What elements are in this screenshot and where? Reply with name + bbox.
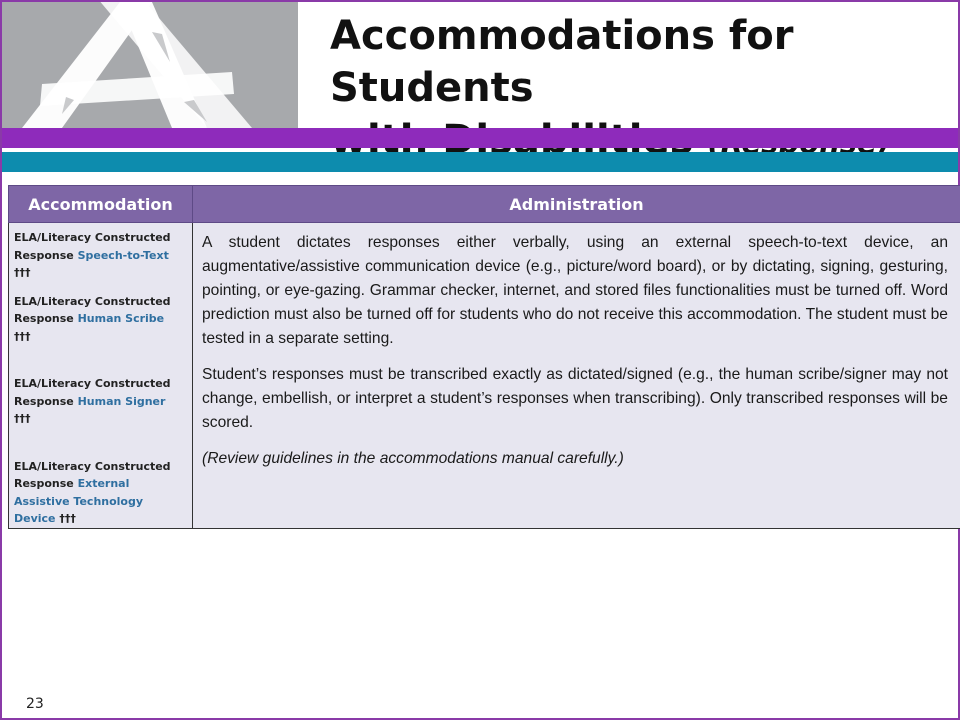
header-accommodation: Accommodation <box>9 186 193 223</box>
administration-paragraph-2: Student’s responses must be transcribed exactly as dictated/signed (e.g., the human scribe/signer may not change, embellish, or interpret a student’s responses when transcribing). Only transcribed responses will be scored. <box>202 366 948 431</box>
accommodation-mark: ††† <box>14 412 31 425</box>
title-line1: Accommodations for Students <box>330 13 794 111</box>
accommodation-name: Human Signer <box>77 394 166 408</box>
table-header-row <box>9 186 960 223</box>
table-row <box>9 223 960 529</box>
accommodation-cell <box>9 223 193 529</box>
accommodation-mark: ††† <box>14 329 31 343</box>
accommodation-name: Human Scribe <box>77 312 165 325</box>
logo-panel <box>2 2 298 128</box>
accommodation-item-human-scribe: ELA/Literacy Constructed Response Human Scribe ††† <box>14 294 171 343</box>
accommodation-mark: ††† <box>14 266 31 279</box>
administration-note: (Review guidelines in the accommodations manual carefully.) <box>202 450 624 467</box>
accommodation-name: Speech-to-Text <box>77 248 169 262</box>
teal-band <box>2 152 958 172</box>
accommodation-item-external-assistive-technology: ELA/Literacy Constructed Response External Assistive Technology Device ††† <box>14 459 171 525</box>
purple-band <box>2 128 958 148</box>
accommodation-item-human-signer: ELA/Literacy Constructed Response Human Signer ††† <box>14 377 171 425</box>
accommodation-item-speech-to-text: ELA/Literacy Constructed Response Speech-to-Text ††† <box>14 231 171 279</box>
accommodation-mark: ††† <box>59 512 76 525</box>
administration-cell <box>193 223 960 529</box>
accommodation-name: External Assistive Technology Device <box>14 477 144 525</box>
administration-paragraph-1: A student dictates responses either verbally, using an external speech-to-text device, an augmentative/assistive communication device (e.g., picture/word board), or by dictating, signing, gesturing, pointing, or eye-gazing. Grammar checker, internet, and stored files functionalities must be turned off. Word prediction must also be turned off for students who do not receive this accommodation. The student must be tested in a separate setting. <box>202 234 948 347</box>
letter-a-logo-icon <box>2 2 298 128</box>
header-administration: Administration <box>193 186 960 223</box>
accommodations-table <box>8 185 960 529</box>
page-number: 23 <box>26 696 44 712</box>
